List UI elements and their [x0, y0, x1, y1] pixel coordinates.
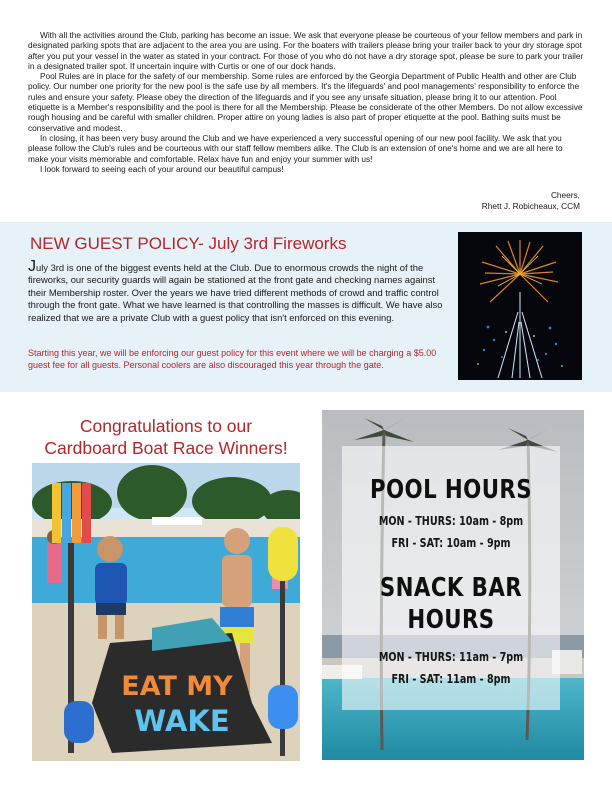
boat-race-title-line2: Cardboard Boat Race Winners! — [44, 438, 288, 458]
snack-bar-hours-weekday: MON - THURS: 11am - 7pm — [378, 650, 524, 664]
fireworks-illustration — [458, 232, 582, 380]
boat-race-photo — [32, 463, 300, 761]
intro-paragraph-farewell: I look forward to seeing each of your around our beautiful campus! — [40, 163, 284, 174]
signoff — [482, 190, 580, 212]
intro-paragraph-parking: With all the activities around the Club, parking has become an issue. We ask that everyone please be courteous of your fellow members and park in designated parking spots that are adjacent to the area you are using. For the boaters with trailers please bring your trailer back to your dry storage spot after you put your vessel in the water as stated in your contract. For those of you who do not have a dry storage spot, please be sure to park your trailer in a designated trailer spot. If uncertain inquire with Curtis or one of our dock hands. — [28, 30, 584, 71]
guest-policy-title: NEW GUEST POLICY- July 3rd Fireworks — [30, 234, 347, 253]
pool-hours-title: POOL HOURS — [369, 475, 533, 505]
intro-paragraph-closing: In closing, it has been very busy around the Club and we have experienced a very successful opening of our new pool facility. We ask that you please follow the Club's rules and be courteous with our staff fellow members alike. The Club is an extension of one's home and we are all here to make your visits memorable and comfortable. Relax have fun and enjoy your summer with us! — [28, 132, 563, 164]
guest-policy-notice: Starting this year, we will be enforcing our guest policy for this event where we will be charging a $5.00 guest fee for all guests. Personal coolers are also discouraged this year through the gate. — [28, 348, 437, 370]
intro-paragraph-pool-rules: Pool Rules are in place for the safety of our membership. Some rules are enforced by the Georgia Department of Public Health and other are Club policy. Our number one priority for the new pool is the safe use by all members. It's the lifeguards' and pool managements' responsibility to enforce the rules and ensure your safety. Please obey the direction of the lifeguards and if you see any unsafe situation, please bring it to our attention. Pool etiquette is a Member's responsibility and the pool is there for all the Membership. Please be considerate of the other Members. Do not allow excessive rough housing and be careful with smaller children. Proper attire on young ladies is also part of proper etiquette at the pool. Bathing suits must be conservative and modest. — [28, 71, 583, 133]
snack-bar-hours-weekend: FRI - SAT: 11am - 8pm — [391, 672, 511, 686]
boat-race-illustration — [32, 463, 300, 761]
pool-hours-poster — [322, 410, 584, 760]
signature-name: Rhett J. Robicheaux, CCM — [481, 201, 580, 211]
boat-race-title-line1: Congratulations to our — [79, 416, 253, 436]
snack-bar-title-line1: SNACK BAR — [379, 573, 523, 603]
boat-text-line1: EAT MY — [121, 671, 233, 702]
intro-letter — [28, 30, 584, 174]
guest-policy-dropcap: J — [28, 258, 36, 275]
pool-hours-weekday: MON - THURS: 10am - 8pm — [378, 514, 524, 528]
guest-policy-body — [28, 258, 452, 324]
hours-panel — [342, 446, 560, 710]
closing-word: Cheers, — [550, 190, 580, 200]
boat-text-line2: WAKE — [134, 704, 230, 738]
snack-bar-title-line2: HOURS — [407, 605, 495, 635]
pool-hours-weekend: FRI - SAT: 10am - 9pm — [391, 536, 511, 550]
boat-race-title — [30, 415, 302, 459]
guest-policy-text: uly 3rd is one of the biggest events held at the Club. Due to enormous crowds the night of the fireworks, our security guards will again be stationed at the front gate and checking names against their Membership roster. Over the years we have tried different methods of crowd and traffic control through the front gate. What we have learned is that controlling the masses is difficult. We have also realized that we are a private Club with a guest policy that isn't enforced on this evening. — [28, 262, 443, 323]
fireworks-photo — [458, 232, 582, 380]
